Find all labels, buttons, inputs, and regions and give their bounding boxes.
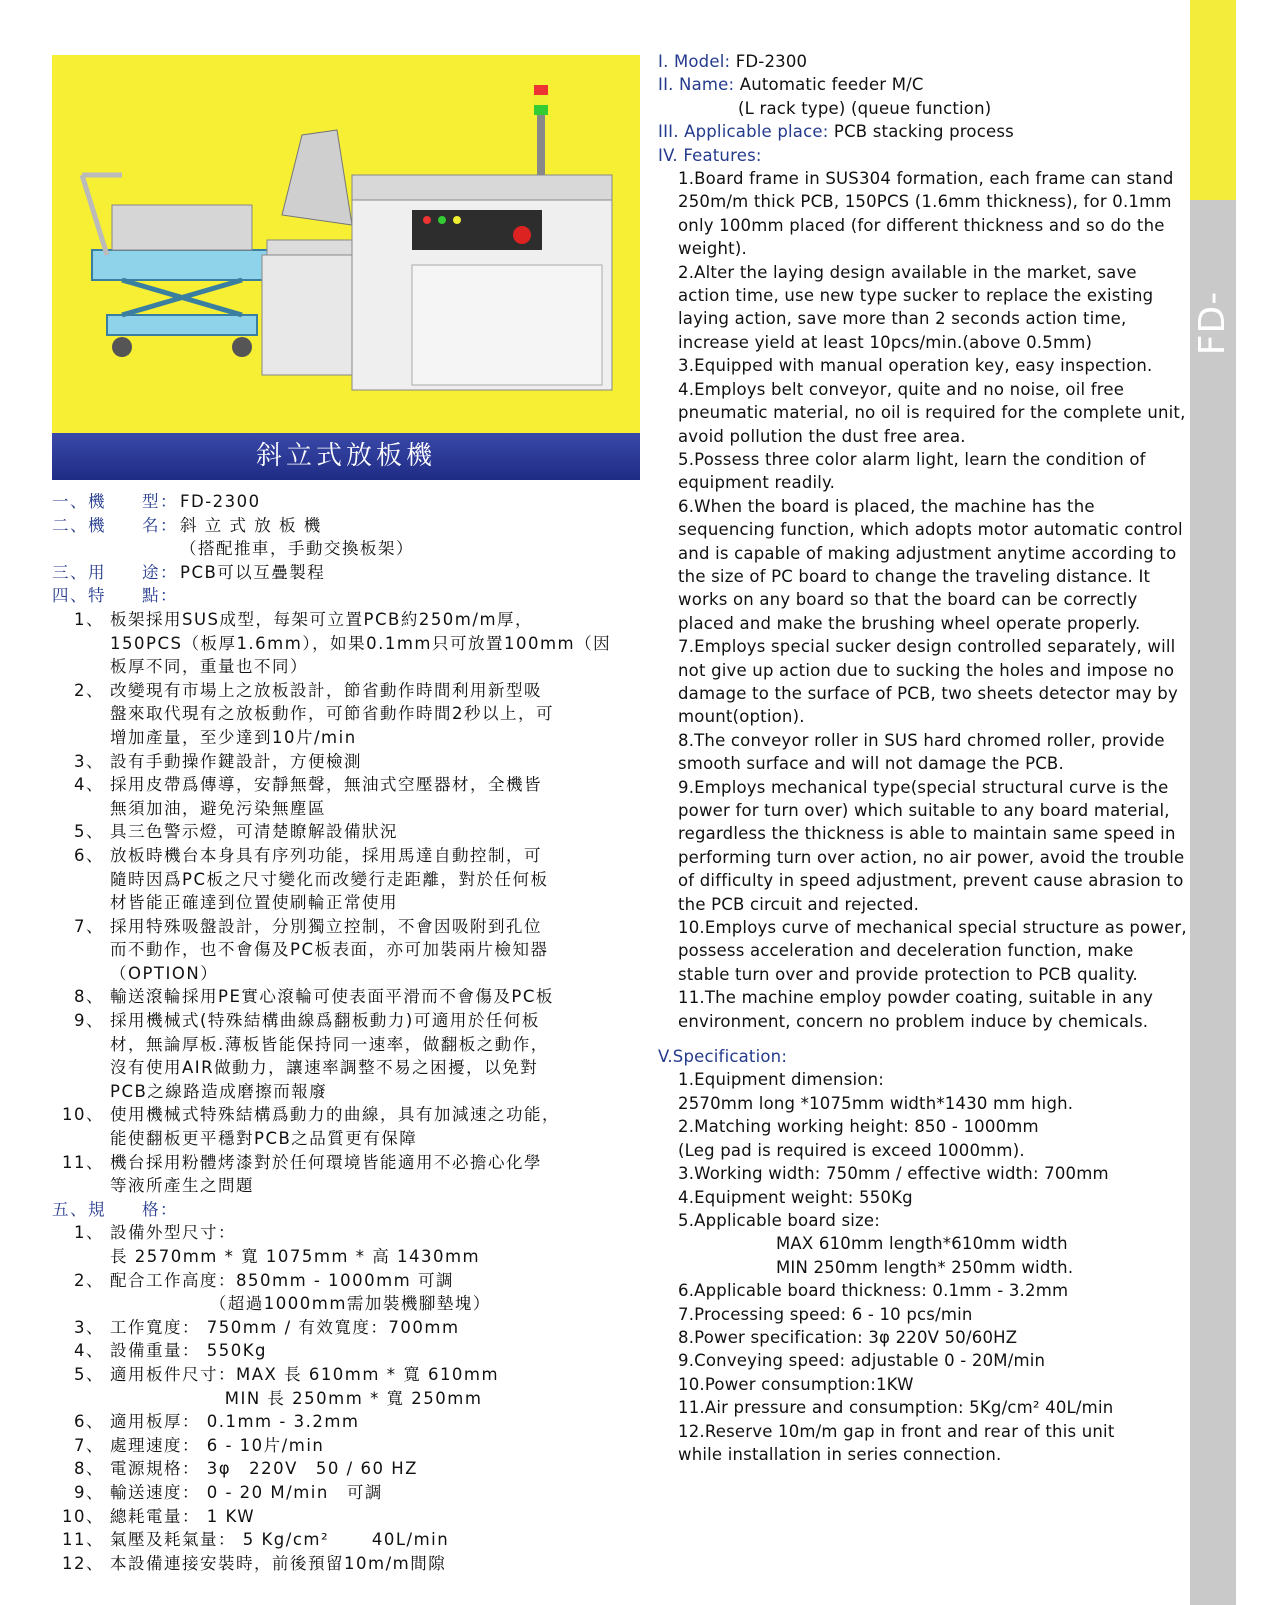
feature-item-en: 8.The conveyor roller in SUS hard chromed roller, provide smooth surface and will not damage the PCB. [678, 730, 1165, 774]
feature-item-number: 5、 [74, 822, 104, 842]
spec-item-number: 10、 [62, 1506, 104, 1526]
feature-item-number: 2、 [74, 680, 104, 700]
side-tab-label: FD-2300 [1192, 275, 1279, 371]
spec-item-number: 4、 [74, 1341, 104, 1361]
feature-item [52, 679, 652, 703]
name-row-en [658, 73, 1188, 96]
spec-item-en: 3.Working width: 750mm / effective width: 700mm [678, 1164, 1109, 1184]
feature-item [52, 985, 652, 1009]
spec-item-en-detail: 2570mm long *1075mm width*1430 mm high. [678, 1093, 1074, 1113]
feature-item-text: 而不動作，也不會傷及PC板表面，亦可加裝兩片檢知器 [110, 940, 549, 960]
spec-list-en [658, 1068, 1188, 1466]
model-label-en: I. Model: [658, 52, 731, 71]
spec-item-en: 8.Power specification: 3φ 220V 50/60HZ [678, 1327, 1018, 1347]
feature-item-number: 9、 [74, 1011, 104, 1031]
spec-item-en: 4.Equipment weight: 550Kg [678, 1187, 913, 1207]
features-label: 四、特 點： [52, 586, 178, 606]
feature-item-text: PCB之線路造成磨擦而報廢 [110, 1081, 328, 1101]
side-tab-accent [1190, 0, 1236, 200]
feature-item-number: 6、 [74, 845, 104, 865]
feature-item [52, 915, 652, 939]
spec-item-number: 5、 [74, 1364, 104, 1384]
feature-item-en: 10.Employs curve of mechanical special structure as power, possess acceleration and deceleration function, make stable turn over and provide protection to PCB quality. [678, 918, 1187, 984]
spec-item-text: （超過1000mm需加裝機腳墊塊） [110, 1294, 491, 1314]
feature-item-text: 沒有使用AIR做動力，讓速率調整不易之困擾，以免對 [110, 1058, 539, 1078]
spec-item-text: 設備重量： 550Kg [110, 1341, 268, 1361]
spec-item-number: 9、 [74, 1482, 104, 1502]
place-value-en: PCB stacking process [828, 122, 1014, 142]
spec-item-en: 6.Applicable board thickness: 0.1mm - 3.2mm [678, 1281, 1069, 1301]
feature-item-en: 2.Alter the laying design available in the market, save action time, use new type sucker to replace the existing laying action, save more than 2 seconds action time, increase yield at least 10pcs/min.(above 0.5mm) [678, 262, 1154, 352]
use-value: PCB可以互疊製程 [180, 562, 326, 582]
spec-item-number: 7、 [74, 1435, 104, 1455]
spec-item-number: 2、 [74, 1270, 104, 1290]
spec-item-text: 輸送速度： 0 - 20 M/min 可調 [110, 1482, 383, 1502]
feature-list [52, 608, 652, 1198]
spec-item-text: 適用板厚： 0.1mm - 3.2mm [110, 1412, 360, 1432]
spec-item-text: 總耗電量： 1 KW [110, 1506, 256, 1526]
spec-item [52, 1457, 652, 1481]
feature-item-text: 板架採用SUS成型，每架可立置PCB約250m/m厚， [110, 609, 534, 629]
feature-item-text: 採用皮帶爲傳導，安靜無聲，無油式空壓器材，全機皆 [110, 775, 542, 795]
spec-list [52, 1221, 652, 1575]
spec-item [52, 1434, 652, 1458]
feature-item [52, 1103, 652, 1127]
spec-item [52, 1363, 652, 1387]
model-label: 一、機 型： [52, 492, 178, 511]
spec-item [52, 1528, 652, 1552]
feature-item-text: 採用機械式(特殊結構曲線爲翻板動力)可適用於任何板 [110, 1011, 540, 1031]
spec-item-text: 本設備連接安裝時，前後預留10m/m間隙 [110, 1553, 447, 1573]
name-sub-en: (L rack type) (queue function) [738, 98, 992, 118]
feature-item-text: 採用特殊吸盤設計，分別獨立控制，不會因吸附到孔位 [110, 916, 542, 936]
feature-item-number: 3、 [74, 751, 104, 771]
feature-item-text: 材，無論厚板.薄板皆能保持同一速率，做翻板之動作， [110, 1034, 549, 1054]
spec-item-text: 配合工作高度：850mm - 1000mm 可調 [110, 1270, 454, 1290]
feature-list-en [658, 167, 1188, 1033]
spec-item-en-detail: (Leg pad is required is exceed 1000mm). [678, 1140, 1025, 1160]
spec-sheet-chinese [52, 490, 652, 1575]
spec-label: 五、規 格： [52, 1199, 178, 1219]
spec-item-en: 1.Equipment dimension: [678, 1070, 884, 1090]
feature-item-text: 具三色警示燈，可清楚瞭解設備狀況 [110, 822, 398, 842]
model-value: FD-2300 [180, 492, 261, 511]
feature-item [52, 750, 652, 774]
spec-item [52, 1505, 652, 1529]
spec-item-text: 氣壓及耗氣量： 5 Kg/cm² 40L/min [110, 1530, 450, 1550]
use-row [52, 561, 652, 585]
feature-item-en: 9.Employs mechanical type(special structural curve is the power for turn over) which suitable to any board material, regardless the thickness is able to maintain same speed in performing turn over action, no air power, avoid the trouble of difficulty in speed adjustment, prevent cause abrasion to the PCB circuit and rejected. [678, 777, 1185, 914]
feature-item-text: 板厚不同，重量也不同） [110, 657, 308, 677]
feature-item [52, 1009, 652, 1033]
feature-item-number: 4、 [74, 775, 104, 795]
features-heading [52, 584, 652, 608]
place-row-en [658, 120, 1188, 143]
feature-item [52, 820, 652, 844]
model-row [52, 490, 652, 514]
spec-item [52, 1269, 652, 1293]
spec-sheet-english [658, 50, 1188, 1466]
feature-item-text: 材皆能正確達到位置使刷輪正常使用 [110, 893, 398, 913]
feature-item-text: 等液所產生之問題 [110, 1176, 254, 1196]
place-label-en: III. Applicable place: [658, 122, 829, 142]
name-row [52, 514, 652, 538]
feature-item [52, 1151, 652, 1175]
spec-item-text: MIN 長 250mm * 寬 250mm [110, 1388, 483, 1408]
feature-item-en: 1.Board frame in SUS304 formation, each frame can stand 250m/m thick PCB, 150PCS (1.6mm thickness), for 0.1mm only 100mm placed (for different thickness and so do the weight). [678, 169, 1174, 259]
spec-item [52, 1221, 652, 1245]
feature-item-text: 無須加油，避免污染無塵區 [110, 798, 326, 818]
feature-item-text: 盤來取代現有之放板動作，可節省動作時間2秒以上，可 [110, 704, 554, 724]
spec-item-text: 電源規格： 3φ 220V 50 / 60 HZ [110, 1459, 418, 1479]
feature-item-en: 7.Employs special sucker design controlled separately, will not give up action due to sucking the holes and impose no damage to the surface of PCB, two sheets detector may by mount(option). [678, 637, 1178, 727]
name-value: 斜 立 式 放 板 機 [180, 515, 322, 535]
name-value-en: Automatic feeder M/C [734, 75, 924, 95]
spec-item-en: 2.Matching working height: 850 - 1000mm [678, 1117, 1039, 1137]
spec-item-en: 9.Conveying speed: adjustable 0 - 20M/min [678, 1351, 1046, 1371]
feature-item [52, 844, 652, 868]
machine-illustration [52, 55, 640, 435]
name-sub-row [52, 537, 652, 561]
side-tab [1190, 0, 1279, 1605]
spec-item [52, 1339, 652, 1363]
name-label-en: II. Name: [658, 75, 735, 95]
product-title-banner: 斜立式放板機 [52, 433, 640, 480]
feature-item-text: 150PCS（板厚1.6mm），如果0.1mm只可放置100mm（因 [110, 633, 612, 653]
spec-item [52, 1316, 652, 1340]
feature-item-text: 改變現有市場上之放板設計，節省動作時間利用新型吸 [110, 680, 542, 700]
feature-item-text: 機台採用粉體烤漆對於任何環境皆能適用不必擔心化學 [110, 1152, 542, 1172]
feature-item-en: 4.Employs belt conveyor, quite and no noise, oil free pneumatic material, no oil is required for the complete unit, avoid pollution the dust free area. [678, 379, 1186, 446]
feature-item [52, 608, 652, 632]
model-row-en [658, 50, 1188, 73]
spec-item-number: 6、 [74, 1412, 104, 1432]
feature-item-text: 設有手動操作鍵設計，方便檢測 [110, 751, 362, 771]
spec-item-en: 5.Applicable board size: [678, 1210, 881, 1230]
spec-item-text: 適用板件尺寸：MAX 長 610mm * 寬 610mm [110, 1364, 500, 1384]
spec-item-number: 8、 [74, 1459, 104, 1479]
use-label: 三、用 途： [52, 562, 178, 582]
spec-item-number: 12、 [62, 1553, 104, 1573]
spec-item-text: 處理速度： 6 - 10片/min [110, 1435, 325, 1455]
feature-item-text: （OPTION） [110, 963, 219, 983]
feature-item [52, 773, 652, 797]
feature-item-number: 11、 [62, 1152, 104, 1172]
spec-item-en: 7.Processing speed: 6 - 10 pcs/min [678, 1304, 973, 1324]
feature-item-en: 6.When the board is placed, the machine has the sequencing function, which adopts motor automatic control and is capable of making adjustment anytime according to the size of PC board to change the traveling distance. It works on any board so that the board can be correctly placed and make the brushing wheel operate properly. [678, 496, 1183, 633]
spec-item-en-detail: MIN 250mm length* 250mm width. [776, 1257, 1074, 1277]
feature-item-text: 隨時因爲PC板之尺寸變化而改變行走距離，對於任何板 [110, 869, 549, 889]
feature-item-en: 5.Possess three color alarm light, learn the condition of equipment readily. [678, 449, 1146, 493]
spec-item-text: 長 2570mm * 寬 1075mm * 高 1430mm [110, 1247, 481, 1266]
feature-item-number: 8、 [74, 987, 104, 1007]
spec-item-text: 設備外型尺寸： [110, 1223, 236, 1243]
spec-label-en: V.Specification: [658, 1047, 788, 1067]
feature-item-text: 增加產量，至少達到10片/min [110, 727, 357, 747]
spec-item-number: 3、 [74, 1317, 104, 1337]
spec-item-en-detail: MAX 610mm length*610mm width [776, 1234, 1068, 1254]
spec-item [52, 1481, 652, 1505]
spec-item [52, 1410, 652, 1434]
name-label: 二、機 名： [52, 515, 178, 535]
spec-item [52, 1552, 652, 1576]
feature-item-text: 使用機械式特殊結構爲動力的曲線，具有加減速之功能， [110, 1105, 560, 1125]
spec-item-en: 12.Reserve 10m/m gap in front and rear of this unit [678, 1421, 1115, 1441]
feature-item-number: 7、 [74, 916, 104, 936]
spec-item-en: 10.Power consumption:1KW [678, 1374, 914, 1394]
spec-item-text: 工作寬度： 750mm / 有效寬度：700mm [110, 1317, 460, 1337]
feature-item-number: 10、 [62, 1105, 104, 1125]
feature-item-number: 1、 [74, 609, 104, 629]
feature-item-en: 11.The machine employ powder coating, suitable in any environment, concern no problem induce by chemicals. [678, 988, 1154, 1031]
product-photo [52, 55, 640, 480]
features-label-en: IV. Features: [658, 145, 762, 165]
spec-heading [52, 1198, 652, 1222]
name-sub: （搭配推車，手動交換板架） [180, 539, 414, 559]
model-value-en: FD-2300 [730, 52, 808, 71]
feature-item-text: 放板時機台本身具有序列功能，採用馬達自動控制，可 [110, 845, 542, 865]
spec-item-number: 11、 [62, 1530, 104, 1550]
feature-item-text: 能使翻板更平穩對PCB之品質更有保障 [110, 1129, 418, 1149]
feature-item-text: 輸送滾輪採用PE實心滾輪可使表面平滑而不會傷及PC板 [110, 987, 554, 1007]
feature-item-en: 3.Equipped with manual operation key, easy inspection. [678, 356, 1153, 376]
spec-item-en-detail: while installation in series connection. [678, 1444, 1002, 1464]
spec-item-number: 1、 [74, 1223, 104, 1243]
spec-item-en: 11.Air pressure and consumption: 5Kg/cm² 40L/min [678, 1398, 1114, 1418]
